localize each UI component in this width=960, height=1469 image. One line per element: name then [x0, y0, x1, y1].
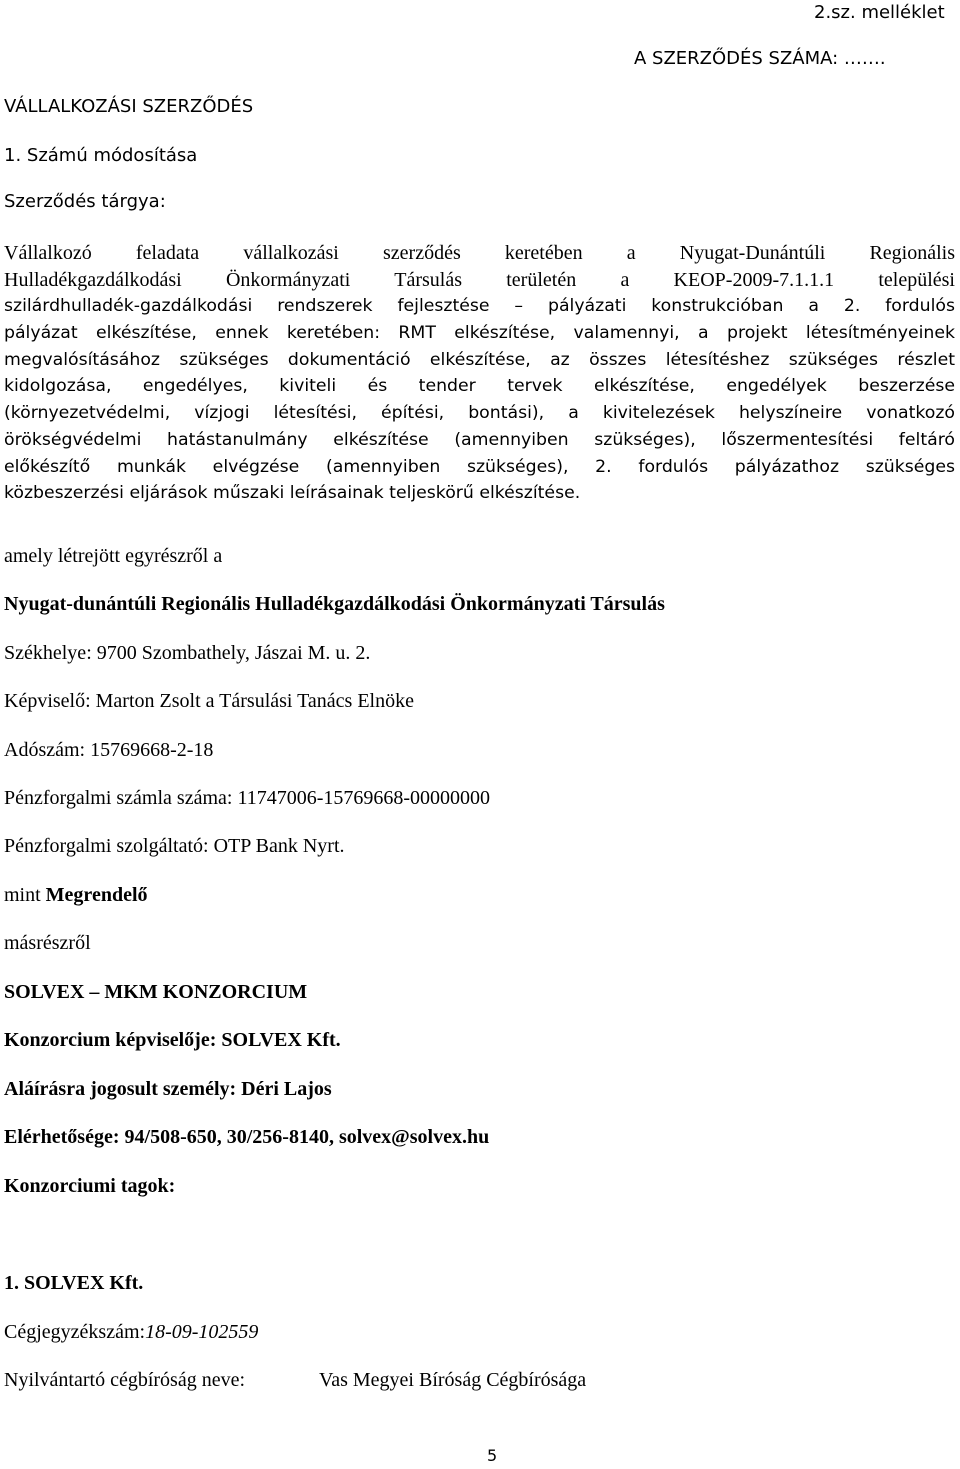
signatory: [4, 1079, 332, 1099]
signatory-text: Aláírásra jogosult személy: Déri Lajos: [4, 1078, 332, 1100]
document-title: VÁLLALKOZÁSI SZERZŐDÉS: [4, 96, 254, 117]
amendment-label: 1. Számú módosítása: [4, 145, 198, 166]
consortium-representative: [4, 1030, 341, 1050]
contract-number: A SZERZŐDÉS SZÁMA: …….: [634, 48, 886, 69]
party1-tax-number: Adószám: 15769668-2-18: [4, 739, 214, 761]
subject-line: örökségvédelmi hatástanulmány elkészítése (amennyiben szükséges), lőszermentesítési feltáró: [4, 429, 955, 450]
members-label: [4, 1176, 175, 1196]
member1-registry: [4, 1322, 258, 1342]
subject-paragraph: [4, 240, 955, 507]
annex-label: 2.sz. melléklet: [814, 2, 945, 23]
subject-line: közbeszerzési eljárások műszaki leírásainak teljeskörű elkészítése.: [4, 483, 581, 504]
court-name: Vas Megyei Bíróság Cégbírósága: [319, 1369, 587, 1391]
subject-line: szilárdhulladék-gazdálkodási rendszerek fejlesztése – pályázati konstrukcióban a 2. fordulós: [4, 296, 955, 317]
contact-info: [4, 1127, 489, 1147]
subject-line: megvalósításához szükséges dokumentáció elkészítése, az összes létesítéshez szükséges részlet: [4, 349, 955, 370]
party1-role: [4, 885, 148, 905]
member1-name-text: 1. SOLVEX Kft.: [4, 1272, 144, 1294]
member1-name: [4, 1273, 143, 1293]
party2-name: [4, 982, 307, 1002]
subject-line: kidolgozása, engedélyes, kiviteli és tender tervek elkészítése, engedélyek beszerzése: [4, 376, 955, 397]
party1-intro: amely létrejött egyrészről a: [4, 545, 223, 567]
party1-bank-account: Pénzforgalmi számla száma: 11747006-15769668-00000000: [4, 787, 491, 809]
party1-name: [4, 594, 665, 614]
party1-bank-provider: Pénzforgalmi szolgáltató: OTP Bank Nyrt.: [4, 835, 345, 857]
subject-label: Szerződés tárgya:: [4, 191, 166, 212]
party1-name-text: Nyugat-dunántúli Regionális Hulladékgazdálkodási Önkormányzati Társulás: [4, 593, 665, 615]
party2-name-text: SOLVEX – MKM KONZORCIUM: [4, 981, 308, 1003]
contact-info-text: Elérhetősége: 94/508-650, 30/256-8140, solvex@solvex.hu: [4, 1126, 490, 1148]
page-number: 5: [487, 1446, 498, 1465]
registry-label: Cégjegyzékszám:: [4, 1321, 146, 1343]
subject-line: Hulladékgazdálkodási Önkormányzati Társulás területén a KEOP-2009-7.1.1.1 települési: [4, 268, 955, 291]
subject-line: pályázat elkészítése, ennek keretében: RMT elkészítése, valamennyi, a projekt létesítményeinek: [4, 323, 955, 344]
party2-intro: másrészről: [4, 932, 91, 954]
subject-line: előkészítő munkák elvégzése (amennyiben szükséges), 2. fordulós pályázathoz szükséges: [4, 456, 955, 477]
consortium-representative-text: Konzorcium képviselője: SOLVEX Kft.: [4, 1029, 341, 1051]
party1-role-prefix: mint: [4, 884, 46, 906]
court-label: Nyilvántartó cégbíróság neve:: [4, 1369, 246, 1391]
registry-number: 18-09-102559: [145, 1321, 259, 1343]
subject-line: Vállalkozó feladata vállalkozási szerződés keretében a Nyugat-Dunántúli Regionális: [4, 242, 955, 264]
party1-representative: Képviselő: Marton Zsolt a Társulási Tanács Elnöke: [4, 690, 414, 712]
members-label-text: Konzorciumi tagok:: [4, 1175, 176, 1197]
party1-seat: Székhelye: 9700 Szombathely, Jászai M. u. 2.: [4, 642, 371, 664]
party1-role-name: Megrendelő: [45, 884, 148, 906]
subject-line: (környezetvédelmi, vízjogi létesítési, építési, bontási), a kivitelezések helyszíneire vonatkozó: [4, 403, 955, 424]
